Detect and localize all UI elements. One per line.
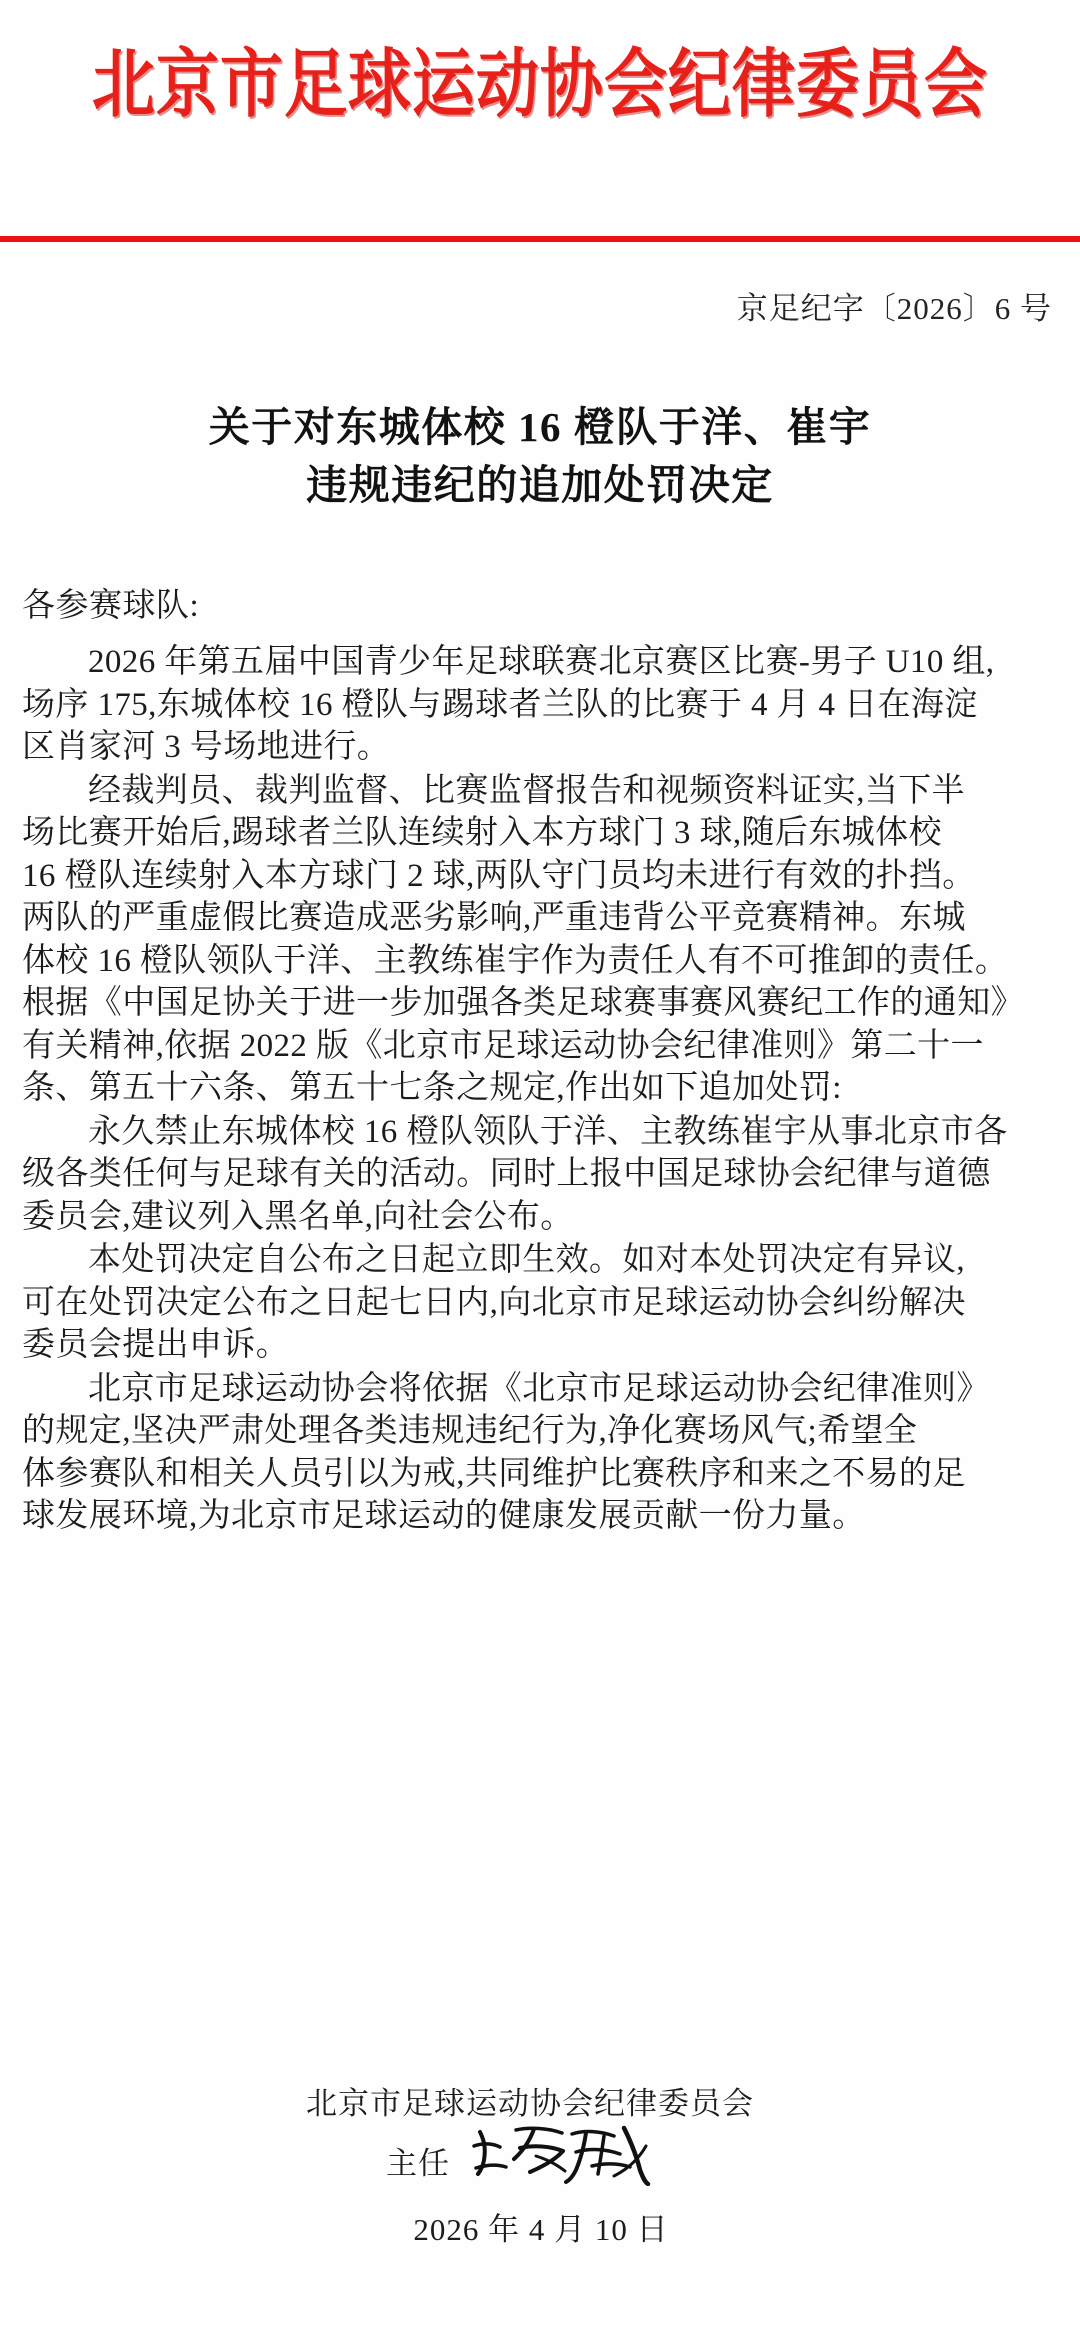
paragraph-effective-and-appeal [22,1239,1060,1367]
salutation: 各参赛球队: [22,588,200,624]
document-title [0,398,1080,514]
paragraph-line: 条、第五十六条、第五十七条之规定,作出如下追加处罚: [22,1070,842,1106]
signature-block [0,2085,1080,2249]
document-title-line-2: 违规违纪的追加处罚决定 [306,462,774,509]
paragraph-line: 球发展环境,为北京市足球运动的健康发展贡献一份力量。 [22,1498,866,1534]
paragraph-line: 两队的严重虚假比赛造成恶劣影响,严重违背公平竞赛精神。东城 [22,900,966,936]
paragraph-closing-statement [22,1368,1060,1538]
document-number: 京足纪字〔2026〕6 号 [736,291,1052,326]
masthead [0,0,1080,150]
document-number-row [0,283,1080,328]
paragraph-line: 经裁判员、裁判监督、比赛监督报告和视频资料证实,当下半 [88,772,966,809]
paragraph-line: 本处罚决定自公布之日起立即生效。如对本处罚决定有异议, [88,1242,966,1278]
handwritten-signature-icon [464,2116,674,2186]
paragraph-line: 委员会,建议列入黑名单,向社会公布。 [22,1198,574,1235]
paragraph-line: 2026 年第五届中国青少年足球联赛北京赛区比赛-男子 U10 组, [88,644,995,680]
paragraph-line: 体参赛队和相关人员引以为戒,共同维护比赛秩序和来之不易的足 [22,1455,966,1492]
paragraph-line: 区肖家河 3 号场地进行。 [22,729,391,765]
issue-date: 2026 年 4 月 10 日 [413,2211,669,2247]
masthead-red-rule [0,236,1080,242]
paragraph-line: 有关精神,依据 2022 版《北京市足球运动协会纪律准则》第二十一 [22,1027,984,1064]
chair-label: 主任 [386,2145,450,2181]
paragraph-line: 可在处罚决定公布之日起七日内,向北京市足球运动协会纠纷解决 [22,1284,966,1321]
paragraph-findings [22,770,1060,1110]
paragraph-line: 北京市足球运动协会将依据《北京市足球运动协会纪律准则》 [88,1370,990,1407]
chair-signature-row [0,2130,1060,2200]
paragraph-line: 委员会提出申诉。 [22,1327,290,1363]
paragraph-line: 级各类任何与足球有关的活动。同时上报中国足球协会纪律与道德 [22,1156,991,1192]
paragraph-match-background [22,641,1060,769]
masthead-title: 北京市足球运动协会纪律委员会 [92,43,988,127]
paragraph-line: 场比赛开始后,踢球者兰队连续射入本方球门 3 球,随后东城体校 [22,815,942,851]
paragraph-line: 永久禁止东城体校 16 橙队领队于洋、主教练崔宇从事北京市各 [88,1113,1008,1150]
paragraph-line: 场序 175,东城体校 16 橙队与踢球者兰队的比赛于 4 月 4 日在海淀 [22,686,978,723]
paragraph-line: 根据《中国足协关于进一步加强各类足球赛事赛风赛纪工作的通知》 [22,985,1024,1021]
paragraph-penalty [22,1111,1060,1239]
document-body [22,590,1060,1539]
paragraph-line: 的规定,坚决严肃处理各类违规违纪行为,净化赛场风气;希望全 [22,1413,918,1449]
document-title-line-1: 关于对东城体校 16 橙队于洋、崔宇 [208,404,872,450]
issuing-organization: 北京市足球运动协会纪律委员会 [306,2086,754,2121]
paragraph-line: 体校 16 橙队领队于洋、主教练崔宇作为责任人有不可推卸的责任。 [22,942,1009,979]
paragraph-line: 16 橙队连续射入本方球门 2 球,两队守门员均未进行有效的扑挡。 [22,857,976,894]
